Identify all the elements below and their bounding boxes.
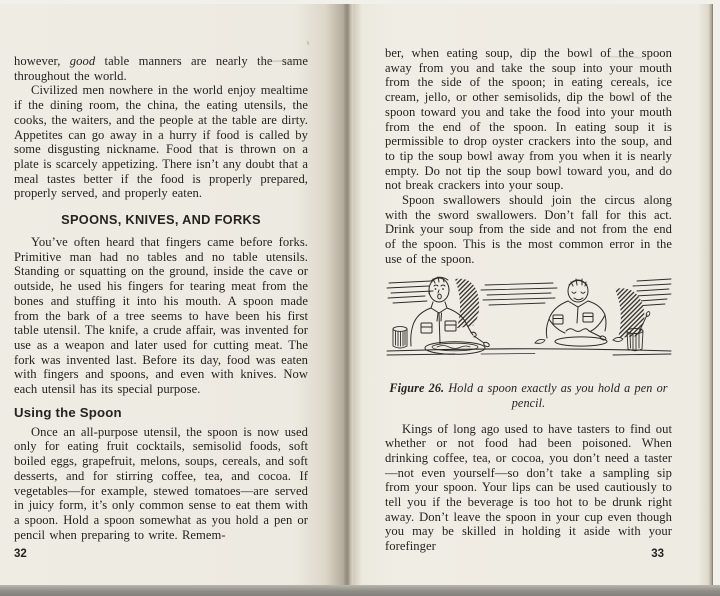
paragraph-continuation — [14, 54, 308, 83]
splash-left — [535, 339, 545, 343]
figure-caption-text: Hold a spoon exactly as you hold a pen or pencil. — [448, 380, 668, 410]
page-number-33: 33 — [651, 548, 664, 560]
scan-bottom-edge — [0, 585, 720, 596]
para1-post: table manners are nearly the same throughout the world. — [14, 54, 309, 83]
right-eye-closed — [572, 292, 576, 293]
paragraph-spoon-swallowers: Spoon swallowers should join the circus along with the sword swallowers. Don’t fall for this act. Drink your soup from the side and not from the end of the spoon. This is the most common error in the use of the spoon. — [385, 193, 672, 266]
hatch-lines-center — [481, 283, 557, 305]
two-diners-drawing — [385, 273, 673, 373]
left-cup — [393, 326, 407, 347]
bleed-through-artifact — [262, 88, 292, 90]
figure-label: Figure 26. — [389, 380, 445, 395]
smile — [574, 298, 583, 300]
paragraph-kings-tasters: Kings of long ago used to have tasters to find out whether or not food had been poisoned. When drinking coffee, tea, or cocoa, you don’t need a taster—not even yourself—so don’t take a sampling sip from your spoon. Your lips can be used cautiously to tell you if the beverage is too hot to be drunk right away. Don’t leave the spoon in your cup even though you may be skilled in holding it aside with your forefinger — [385, 421, 672, 554]
subheading-using-the-spoon: Using the Spoon — [14, 404, 122, 420]
paragraph-fingers-before-forks: You’ve often heard that fingers came before forks. Primitive man had no tables and no table utensils. Standing or squatting on the ground, inside the cave or outside, he used his fingers for tearing meat from the bones and stuffing it into his mouth. A spoon made from the bark of a tree seems to have been his first table utensil. The knife, a crude affair, was invented for use as a weapon and later used for cutting meat. The fork was invented last. Before its day, food was eaten with fingers and spoons, and even with knives. Now each utensil has its special purpose. — [14, 235, 308, 397]
left-man-shadow — [455, 278, 479, 327]
right-dish — [535, 336, 623, 345]
paragraph-civilized-men: Civilized men nowhere in the world enjoy mealtime if the dining room, the china, the eating utensils, the cooks, the waiters, and the people at the table are dirty. Appetites can go away in a hurry if food is called by some disgusting nickname. Food that is thrown on a plate is scarcely appetizing. There isn’t any doubt that a meal tastes better if the food is properly prepared, properly served, and properly eaten. — [14, 83, 308, 201]
page-left — [0, 4, 346, 585]
para1-pre: however, — [14, 54, 70, 68]
section-heading-spoons-knives-forks: SPOONS, KNIVES, AND FORKS — [61, 212, 261, 228]
page-number-32: 32 — [14, 548, 27, 560]
paragraph-all-purpose-utensil: Once an all-purpose utensil, the spoon is now used only for eating fruit cocktails, semisolid foods, soft boiled eggs, grapefruit, melons, soups, cereals, and soft desserts, and for stirring coffee, tea, and cocoa. If vegetables—for example, stewed tomatoes—are served in juicy form, it’s only common sense to eat them with a spoon. Hold a spoon somewhat as you hold a pen or pencil when preparing to write. Remem- — [14, 424, 308, 542]
figure-caption — [385, 381, 672, 411]
right-hands — [566, 328, 589, 331]
figure-26-illustration — [385, 273, 672, 378]
para1-italic-word: good — [69, 54, 96, 68]
page-right — [353, 4, 713, 585]
splash-right — [613, 337, 623, 341]
paragraph-eating-soup: ber, when eating soup, dip the bowl of the spoon away from you and take the soup into your mouth from the side of the spoon; in eating cereals, ice cream, jello, or other semisolids, dip the bowl of the spoon toward you and take the food into your mouth from the end of the spoon. In eating soup it is permissible to drop oyster crackers into the soup, and to tip the soup bowl away from you when it is nearly empty. Do not tip the soup bowl toward you, and do not break crackers into your soup. — [385, 46, 672, 193]
hatch-lines-left — [387, 281, 433, 303]
left-plate — [425, 341, 485, 354]
